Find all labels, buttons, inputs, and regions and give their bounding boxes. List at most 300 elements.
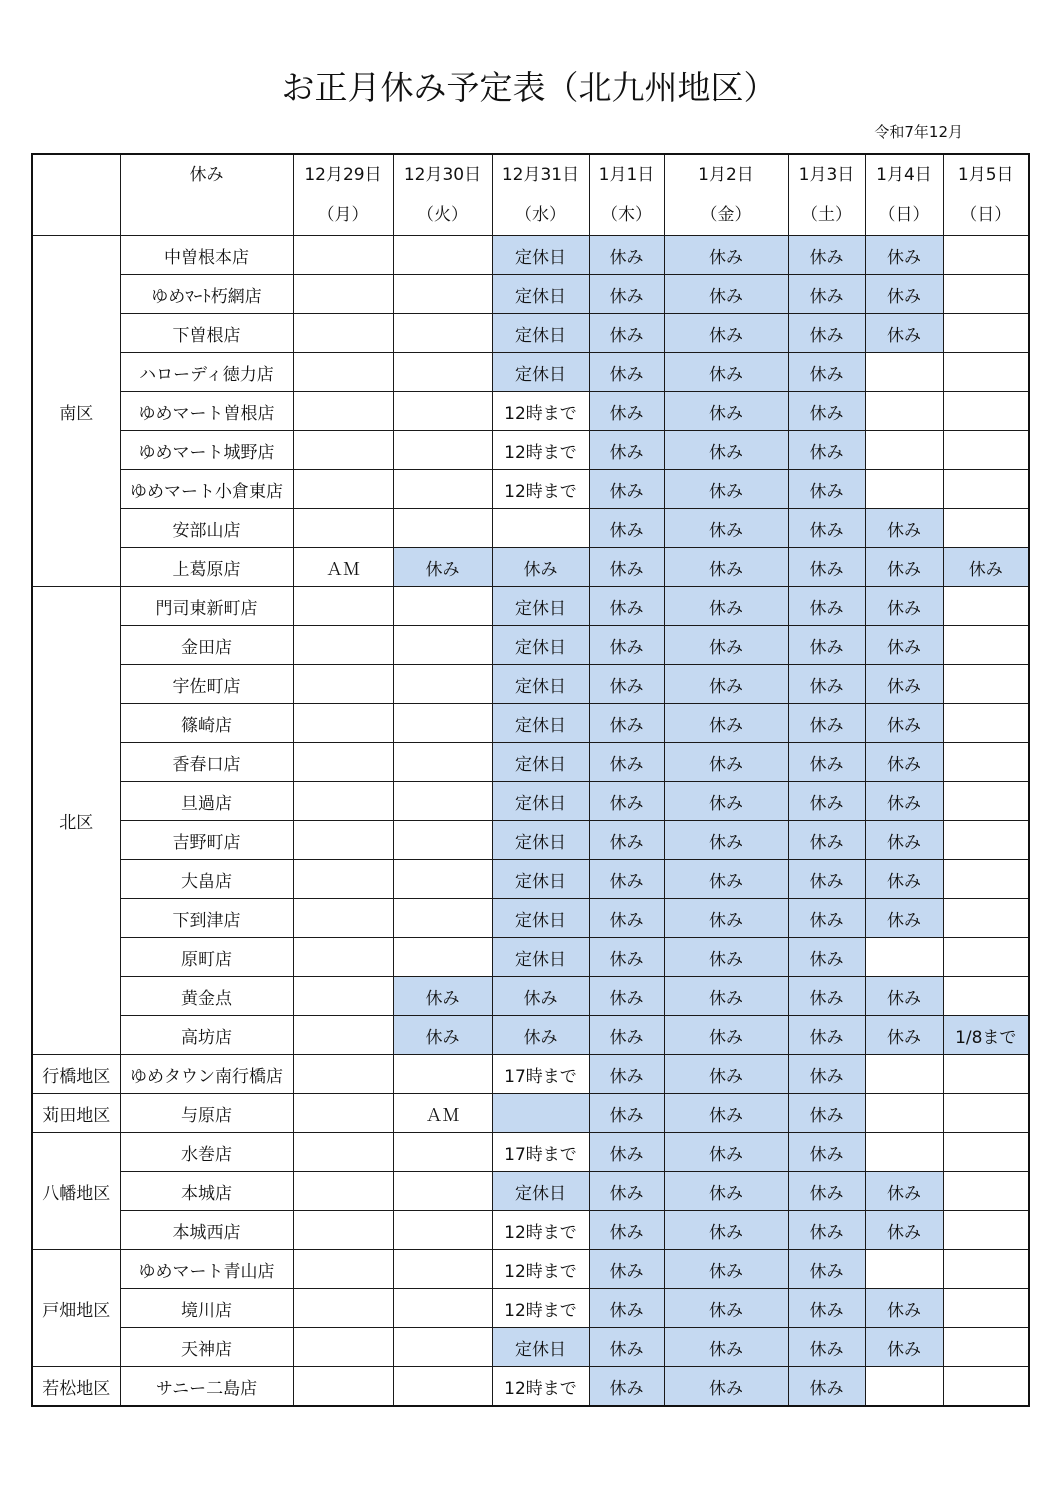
schedule-cell [293,1250,393,1289]
schedule-cell: 休み [589,665,664,704]
schedule-cell [293,1289,393,1328]
store-column-label: 休み [189,165,224,185]
schedule-cell: 休み [589,236,664,275]
store-name-cell: ゆめﾏｰﾄ朽網店 [120,275,293,314]
schedule-cell: 休み [788,1250,865,1289]
schedule-cell [293,509,393,548]
schedule-cell: 休み [664,1172,788,1211]
schedule-cell: 休み [393,977,492,1016]
table-row [32,704,1029,743]
table-row [32,782,1029,821]
schedule-cell [293,1094,393,1133]
schedule-cell [865,1055,943,1094]
schedule-cell: 休み [865,743,943,782]
table-row [32,470,1029,509]
schedule-cell [865,1367,943,1407]
schedule-cell: 休み [788,704,865,743]
schedule-cell: 休み [788,1172,865,1211]
day-weekday: （火） [417,205,468,225]
store-name-cell: ゆめマート青山店 [120,1250,293,1289]
schedule-cell [943,509,1029,548]
schedule-cell [293,470,393,509]
schedule-cell [943,860,1029,899]
day-weekday: （日） [960,205,1012,225]
schedule-cell: 休み [943,548,1029,587]
day-date: 12月31日 [501,165,580,185]
table-row [32,1367,1029,1407]
schedule-cell [943,899,1029,938]
schedule-cell [293,1016,393,1055]
schedule-cell [293,1328,393,1367]
schedule-cell: 12時まで [492,470,589,509]
day-header [393,154,492,236]
schedule-cell: 休み [865,1016,943,1055]
schedule-cell: 休み [664,743,788,782]
schedule-cell [943,938,1029,977]
schedule-cell: 休み [664,938,788,977]
day-date: 1月3日 [798,165,855,185]
schedule-cell [293,353,393,392]
schedule-cell: 休み [865,236,943,275]
schedule-cell: 休み [865,704,943,743]
day-weekday: （金） [700,205,752,225]
schedule-cell [943,1250,1029,1289]
schedule-cell: 休み [589,1250,664,1289]
schedule-cell: 休み [788,821,865,860]
schedule-cell [293,899,393,938]
store-name-cell: 境川店 [120,1289,293,1328]
table-row [32,860,1029,899]
store-name-cell: ゆめマート曽根店 [120,392,293,431]
schedule-cell: 休み [589,353,664,392]
schedule-cell: 休み [589,977,664,1016]
table-row [32,1289,1029,1328]
schedule-cell: 定休日 [492,353,589,392]
day-weekday: （木） [601,205,652,225]
day-date: 12月30日 [403,165,482,185]
table-row [32,1250,1029,1289]
schedule-cell: 休み [589,431,664,470]
schedule-cell [393,314,492,353]
schedule-cell [393,938,492,977]
store-column-header [120,154,293,236]
schedule-cell: 休み [589,899,664,938]
schedule-cell [393,353,492,392]
schedule-cell: 17時まで [492,1055,589,1094]
schedule-cell: 休み [788,665,865,704]
schedule-cell: 休み [788,275,865,314]
day-header [865,154,943,236]
schedule-cell: 定休日 [492,860,589,899]
table-row [32,626,1029,665]
schedule-cell: 休み [664,1367,788,1407]
schedule-cell: 休み [589,1328,664,1367]
store-name-cell: 吉野町店 [120,821,293,860]
schedule-cell: 休み [589,1367,664,1407]
schedule-cell [293,665,393,704]
table-row [32,977,1029,1016]
table-row [32,743,1029,782]
schedule-cell [393,1055,492,1094]
schedule-cell [865,431,943,470]
table-row [32,821,1029,860]
store-name-cell: 中曽根本店 [120,236,293,275]
schedule-cell: 休み [865,587,943,626]
schedule-cell [393,431,492,470]
schedule-cell: 休み [865,899,943,938]
schedule-cell: 休み [589,1172,664,1211]
day-header [293,154,393,236]
day-weekday: （土） [801,205,852,225]
schedule-cell: 休み [664,392,788,431]
schedule-cell: 休み [788,587,865,626]
schedule-cell: 休み [664,1016,788,1055]
schedule-cell [393,470,492,509]
schedule-cell [943,977,1029,1016]
schedule-cell: 休み [589,782,664,821]
schedule-cell: 休み [664,1094,788,1133]
schedule-cell [943,665,1029,704]
schedule-cell [393,626,492,665]
schedule-cell: 休み [865,509,943,548]
day-header [788,154,865,236]
schedule-cell [293,782,393,821]
store-name-cell: ゆめマート小倉東店 [120,470,293,509]
store-name-cell: 安部山店 [120,509,293,548]
table-row [32,1094,1029,1133]
store-name-cell: 門司東新町店 [120,587,293,626]
schedule-cell [393,1250,492,1289]
schedule-cell [393,1289,492,1328]
store-name-cell: 水巻店 [120,1133,293,1172]
table-row [32,665,1029,704]
document-date: 令和7年12月 [874,123,963,141]
schedule-cell [293,938,393,977]
schedule-cell: 休み [589,743,664,782]
district-cell: 北区 [32,587,120,1055]
schedule-cell: 休み [589,1211,664,1250]
schedule-cell: 休み [664,977,788,1016]
schedule-cell [943,743,1029,782]
schedule-cell: 休み [788,938,865,977]
store-name-cell: 黄金点 [120,977,293,1016]
schedule-cell [293,821,393,860]
day-weekday: （日） [878,205,930,225]
schedule-cell [943,431,1029,470]
schedule-cell: 定休日 [492,275,589,314]
schedule-cell: 休み [393,548,492,587]
schedule-cell [393,860,492,899]
schedule-cell: 休み [788,470,865,509]
table-header [32,154,1029,236]
schedule-cell [865,1133,943,1172]
table-row [32,899,1029,938]
schedule-cell [393,1172,492,1211]
schedule-cell: 休み [589,626,664,665]
schedule-cell: 休み [865,275,943,314]
schedule-cell: 休み [589,548,664,587]
schedule-cell: 17時まで [492,1133,589,1172]
schedule-cell [943,1094,1029,1133]
day-date: 12月29日 [304,165,382,185]
schedule-cell [865,1094,943,1133]
table-row [32,431,1029,470]
store-name-cell: 宇佐町店 [120,665,293,704]
table-body [32,236,1029,1407]
schedule-cell [943,1328,1029,1367]
schedule-cell: 休み [865,1172,943,1211]
schedule-cell [293,626,393,665]
table-row [32,1055,1029,1094]
schedule-cell: 休み [664,899,788,938]
schedule-cell: 休み [865,821,943,860]
schedule-cell [943,1211,1029,1250]
store-name-cell: 金田店 [120,626,293,665]
schedule-cell [293,431,393,470]
store-name-cell: 上葛原店 [120,548,293,587]
schedule-cell: 休み [664,353,788,392]
schedule-cell: 休み [664,1289,788,1328]
schedule-cell: 休み [788,509,865,548]
store-name-cell: 下曽根店 [120,314,293,353]
district-cell: 苅田地区 [32,1094,120,1133]
schedule-cell [943,236,1029,275]
schedule-cell: 休み [788,236,865,275]
schedule-cell: 定休日 [492,743,589,782]
schedule-cell: 休み [865,1289,943,1328]
schedule-cell: 休み [664,1055,788,1094]
schedule-cell [865,392,943,431]
schedule-cell: 休み [664,431,788,470]
schedule-cell: 休み [865,548,943,587]
table-row [32,587,1029,626]
store-name-cell: 原町店 [120,938,293,977]
schedule-cell [393,1211,492,1250]
store-name-cell: 大畠店 [120,860,293,899]
schedule-cell: 休み [589,1016,664,1055]
schedule-cell: 休み [664,704,788,743]
schedule-cell: 休み [865,782,943,821]
schedule-cell [943,392,1029,431]
schedule-cell: 休み [664,314,788,353]
schedule-cell [293,743,393,782]
schedule-cell [293,1211,393,1250]
schedule-cell: 定休日 [492,1328,589,1367]
schedule-cell: 12時まで [492,392,589,431]
schedule-cell: 定休日 [492,236,589,275]
schedule-cell: 休み [788,1289,865,1328]
schedule-cell: 休み [589,509,664,548]
schedule-cell: 休み [589,587,664,626]
schedule-cell: 休み [664,665,788,704]
schedule-cell [865,470,943,509]
schedule-cell: 休み [664,509,788,548]
day-header [943,154,1029,236]
table-row [32,1211,1029,1250]
schedule-cell: 12時まで [492,431,589,470]
schedule-cell: 休み [492,977,589,1016]
schedule-cell [293,1367,393,1407]
schedule-cell: 休み [788,899,865,938]
schedule-cell: 休み [589,1133,664,1172]
schedule-cell: 休み [664,626,788,665]
schedule-cell: 休み [589,392,664,431]
table-row [32,314,1029,353]
schedule-cell: 休み [788,743,865,782]
store-name-cell: 旦過店 [120,782,293,821]
store-name-cell: 与原店 [120,1094,293,1133]
schedule-cell: 休み [788,1328,865,1367]
schedule-cell: 休み [589,860,664,899]
schedule-cell: 休み [865,665,943,704]
schedule-cell [293,704,393,743]
schedule-cell [492,1094,589,1133]
schedule-cell: 定休日 [492,704,589,743]
schedule-cell: 休み [788,392,865,431]
store-name-cell: 香春口店 [120,743,293,782]
schedule-cell: 休み [664,548,788,587]
schedule-cell: 休み [788,1211,865,1250]
schedule-cell: 12時まで [492,1289,589,1328]
schedule-cell: 休み [664,236,788,275]
district-cell: 戸畑地区 [32,1250,120,1367]
schedule-cell [492,509,589,548]
store-name-cell: 天神店 [120,1328,293,1367]
schedule-cell [943,470,1029,509]
store-name-cell: 本城店 [120,1172,293,1211]
table-row [32,1133,1029,1172]
schedule-cell: 休み [589,821,664,860]
schedule-cell: 休み [664,821,788,860]
day-header [492,154,589,236]
schedule-cell: 休み [788,353,865,392]
schedule-cell [943,275,1029,314]
table-row [32,275,1029,314]
schedule-cell: 定休日 [492,587,589,626]
schedule-cell [293,977,393,1016]
schedule-cell [393,899,492,938]
schedule-cell: 休み [589,704,664,743]
schedule-cell: 休み [788,1094,865,1133]
day-date: 1月1日 [598,165,655,185]
schedule-cell: 休み [492,548,589,587]
schedule-cell: 休み [865,977,943,1016]
day-header [664,154,788,236]
schedule-cell [943,626,1029,665]
table-row [32,1172,1029,1211]
day-header [589,154,664,236]
district-cell: 行橋地区 [32,1055,120,1094]
schedule-cell: 定休日 [492,782,589,821]
schedule-cell [943,1172,1029,1211]
schedule-cell [393,587,492,626]
schedule-cell: 1/8まで [943,1016,1029,1055]
schedule-cell [943,821,1029,860]
store-name-cell: 下到津店 [120,899,293,938]
district-cell: 若松地区 [32,1367,120,1407]
schedule-cell [943,1367,1029,1407]
schedule-cell [393,275,492,314]
schedule-cell: 定休日 [492,938,589,977]
schedule-cell [293,1055,393,1094]
district-cell: 南区 [32,236,120,587]
day-date: 1月2日 [698,165,754,185]
schedule-cell [293,275,393,314]
schedule-cell: 休み [492,1016,589,1055]
day-weekday: （月） [317,205,369,225]
schedule-cell: 休み [589,1055,664,1094]
store-name-cell: ハローディ徳力店 [120,353,293,392]
schedule-cell [865,1250,943,1289]
schedule-cell: 休み [865,1211,943,1250]
schedule-cell: 休み [788,977,865,1016]
schedule-cell [865,353,943,392]
schedule-cell: 定休日 [492,1172,589,1211]
table-row [32,1328,1029,1367]
schedule-cell [865,938,943,977]
table-row [32,938,1029,977]
table-row [32,1016,1029,1055]
schedule-cell [943,314,1029,353]
schedule-cell: 休み [788,1133,865,1172]
schedule-cell: 休み [664,1250,788,1289]
schedule-cell: ＡＭ [293,548,393,587]
schedule-cell [943,1055,1029,1094]
schedule-cell [943,1133,1029,1172]
schedule-cell: 休み [589,1289,664,1328]
schedule-cell: 休み [664,860,788,899]
schedule-cell: 休み [664,275,788,314]
schedule-cell: 休み [788,1016,865,1055]
day-date: 1月5日 [957,165,1014,185]
schedule-cell: 12時まで [492,1211,589,1250]
table-row [32,392,1029,431]
schedule-cell [943,587,1029,626]
schedule-cell: 休み [865,626,943,665]
holiday-schedule-table [31,153,1030,1407]
schedule-cell: 休み [788,626,865,665]
store-name-cell: 篠崎店 [120,704,293,743]
schedule-cell: 休み [589,275,664,314]
table-row [32,509,1029,548]
schedule-cell: 休み [664,470,788,509]
schedule-cell: 休み [865,860,943,899]
schedule-cell: 休み [788,1055,865,1094]
schedule-cell [393,743,492,782]
document-title: お正月休み予定表（北九州地区） [281,68,777,107]
schedule-cell: 休み [788,431,865,470]
schedule-cell: 休み [664,1211,788,1250]
schedule-cell [393,1133,492,1172]
day-weekday: （水） [515,205,566,225]
schedule-cell: 休み [788,782,865,821]
schedule-cell [943,782,1029,821]
schedule-cell: 定休日 [492,626,589,665]
schedule-cell: ＡＭ [393,1094,492,1133]
schedule-cell [943,1289,1029,1328]
schedule-cell [393,782,492,821]
schedule-cell: 定休日 [492,314,589,353]
table-row [32,548,1029,587]
schedule-cell: 休み [788,1367,865,1407]
store-name-cell: 高坊店 [120,1016,293,1055]
schedule-cell [393,236,492,275]
schedule-cell: 定休日 [492,821,589,860]
schedule-cell [943,353,1029,392]
schedule-cell [293,860,393,899]
schedule-cell: 休み [865,314,943,353]
schedule-cell: 休み [788,548,865,587]
